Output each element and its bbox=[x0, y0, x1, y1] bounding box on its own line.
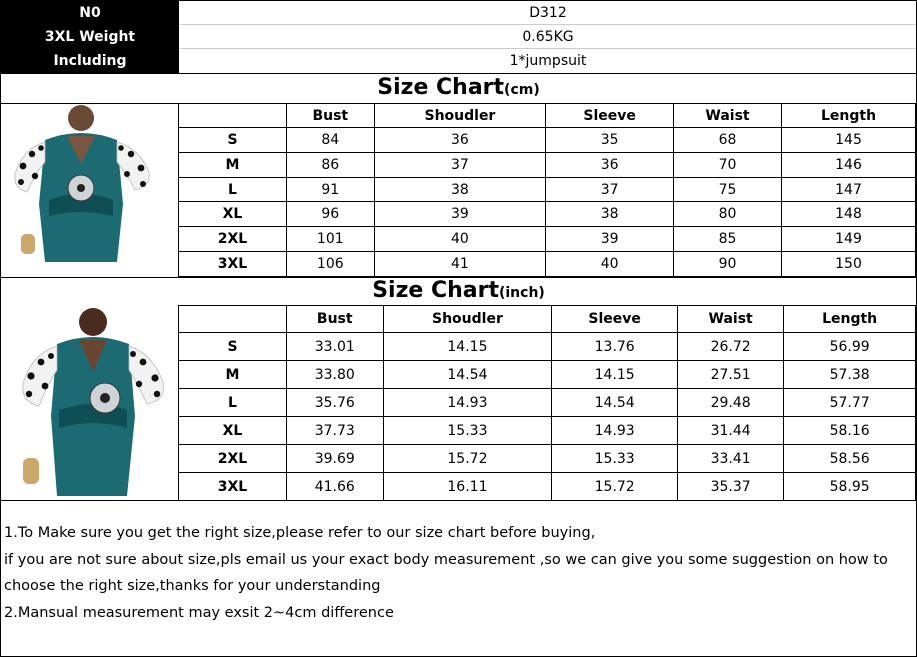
size-chart-cm-title bbox=[0, 74, 917, 104]
table-cell: 36 bbox=[546, 152, 674, 177]
table-row bbox=[179, 252, 916, 277]
size-label: S bbox=[179, 333, 287, 361]
table-cell: 14.93 bbox=[383, 389, 552, 417]
table-cell: 39.69 bbox=[287, 445, 384, 473]
table-row bbox=[179, 417, 916, 445]
header-value-no: D312 bbox=[180, 1, 916, 25]
chart-unit: (cm) bbox=[504, 82, 540, 98]
table-cell: 57.38 bbox=[784, 361, 916, 389]
column-header: Length bbox=[784, 306, 916, 333]
table-row bbox=[179, 152, 916, 177]
table-cell: 38 bbox=[546, 202, 674, 227]
header-value-weight: 0.65KG bbox=[180, 25, 916, 49]
table-cell: 146 bbox=[782, 152, 916, 177]
table-cell: 70 bbox=[674, 152, 782, 177]
table-row bbox=[179, 128, 916, 153]
table-cell: 40 bbox=[374, 227, 546, 252]
size-label: S bbox=[179, 128, 287, 153]
table-cell: 29.48 bbox=[678, 389, 784, 417]
table-cell: 13.76 bbox=[552, 333, 678, 361]
table-cell: 35.37 bbox=[678, 473, 784, 501]
column-header: Waist bbox=[678, 306, 784, 333]
table-cell: 57.77 bbox=[784, 389, 916, 417]
table-corner-cell bbox=[179, 306, 287, 333]
note-line: 2.Mansual measurement may exsit 2~4cm difference bbox=[4, 605, 394, 622]
table-cell: 14.54 bbox=[552, 389, 678, 417]
table-row bbox=[179, 361, 916, 389]
table-cell: 68 bbox=[674, 128, 782, 153]
table-cell: 80 bbox=[674, 202, 782, 227]
table-cell: 75 bbox=[674, 177, 782, 202]
table-cell: 36 bbox=[374, 128, 546, 153]
size-chart-inch-title bbox=[0, 277, 917, 307]
size-label: XL bbox=[179, 202, 287, 227]
size-label: L bbox=[179, 389, 287, 417]
table-cell: 39 bbox=[546, 227, 674, 252]
size-label: 3XL bbox=[179, 252, 287, 277]
size-notes bbox=[4, 520, 909, 627]
table-row bbox=[179, 202, 916, 227]
header-label-including: Including bbox=[1, 49, 179, 73]
chart-title-text: Size Chart bbox=[372, 278, 499, 303]
table-cell: 37.73 bbox=[287, 417, 384, 445]
column-header: Shoudler bbox=[374, 104, 546, 128]
table-row bbox=[179, 473, 916, 501]
table-cell: 41.66 bbox=[287, 473, 384, 501]
table-cell: 31.44 bbox=[678, 417, 784, 445]
table-cell: 15.72 bbox=[552, 473, 678, 501]
table-cell: 33.41 bbox=[678, 445, 784, 473]
column-header: Waist bbox=[674, 104, 782, 128]
product-photo-2 bbox=[1, 306, 177, 500]
model-jumpsuit-image bbox=[1, 104, 177, 276]
table-cell: 27.51 bbox=[678, 361, 784, 389]
table-cell: 85 bbox=[674, 227, 782, 252]
table-row bbox=[179, 227, 916, 252]
table-cell: 56.99 bbox=[784, 333, 916, 361]
size-label: M bbox=[179, 152, 287, 177]
table-cell: 41 bbox=[374, 252, 546, 277]
chart-title-text: Size Chart bbox=[377, 75, 505, 100]
size-table-cm bbox=[178, 103, 916, 277]
table-row bbox=[179, 177, 916, 202]
column-header: Length bbox=[782, 104, 916, 128]
table-cell: 148 bbox=[782, 202, 916, 227]
table-header-row bbox=[179, 104, 916, 128]
column-header: Shoudler bbox=[383, 306, 552, 333]
size-label: 3XL bbox=[179, 473, 287, 501]
header-label-no: N0 bbox=[1, 1, 179, 25]
table-cell: 26.72 bbox=[678, 333, 784, 361]
note-line: 1.To Make sure you get the right size,please refer to our size chart before buying, bbox=[4, 525, 596, 541]
table-row bbox=[179, 333, 916, 361]
table-cell: 15.33 bbox=[383, 417, 552, 445]
table-row bbox=[179, 389, 916, 417]
table-header-row bbox=[179, 306, 916, 333]
table-cell: 96 bbox=[287, 202, 375, 227]
header-label-weight: 3XL Weight bbox=[1, 25, 179, 49]
table-cell: 84 bbox=[287, 128, 375, 153]
size-label: M bbox=[179, 361, 287, 389]
model-jumpsuit-image bbox=[1, 306, 177, 500]
table-cell: 38 bbox=[374, 177, 546, 202]
table-cell: 91 bbox=[287, 177, 375, 202]
table-cell: 58.95 bbox=[784, 473, 916, 501]
column-header: Sleeve bbox=[546, 104, 674, 128]
note-line: choose the right size,thanks for your understanding bbox=[4, 578, 381, 595]
note-line: if you are not sure about size,pls email us your exact body measurement ,so we can give you some suggestion on how to bbox=[4, 551, 888, 568]
table-cell: 15.33 bbox=[552, 445, 678, 473]
table-cell: 33.01 bbox=[287, 333, 384, 361]
header-value-including: 1*jumpsuit bbox=[509, 52, 587, 69]
size-label: XL bbox=[179, 417, 287, 445]
table-cell: 90 bbox=[674, 252, 782, 277]
column-header: Sleeve bbox=[552, 306, 678, 333]
table-cell: 86 bbox=[287, 152, 375, 177]
table-cell: 16.11 bbox=[383, 473, 552, 501]
table-cell: 145 bbox=[782, 128, 916, 153]
size-table-inch bbox=[178, 305, 916, 501]
table-cell: 35 bbox=[546, 128, 674, 153]
table-cell: 106 bbox=[287, 252, 375, 277]
size-label: L bbox=[179, 177, 287, 202]
table-cell: 15.72 bbox=[383, 445, 552, 473]
table-cell: 14.15 bbox=[552, 361, 678, 389]
table-cell: 33.80 bbox=[287, 361, 384, 389]
table-cell: 150 bbox=[782, 252, 916, 277]
table-cell: 37 bbox=[374, 152, 546, 177]
product-photo-1 bbox=[1, 104, 177, 276]
column-header: Bust bbox=[287, 104, 375, 128]
table-cell: 37 bbox=[546, 177, 674, 202]
chart-unit: (inch) bbox=[498, 285, 545, 301]
table-cell: 40 bbox=[546, 252, 674, 277]
table-cell: 14.54 bbox=[383, 361, 552, 389]
divider bbox=[0, 500, 917, 501]
table-cell: 39 bbox=[374, 202, 546, 227]
table-cell: 14.93 bbox=[552, 417, 678, 445]
table-cell: 149 bbox=[782, 227, 916, 252]
table-corner-cell bbox=[179, 104, 287, 128]
table-cell: 14.15 bbox=[383, 333, 552, 361]
size-label: 2XL bbox=[179, 445, 287, 473]
table-cell: 101 bbox=[287, 227, 375, 252]
size-label: 2XL bbox=[179, 227, 287, 252]
table-cell: 35.76 bbox=[287, 389, 384, 417]
table-row bbox=[179, 445, 916, 473]
table-cell: 58.56 bbox=[784, 445, 916, 473]
table-cell: 147 bbox=[782, 177, 916, 202]
column-header: Bust bbox=[287, 306, 384, 333]
table-cell: 58.16 bbox=[784, 417, 916, 445]
